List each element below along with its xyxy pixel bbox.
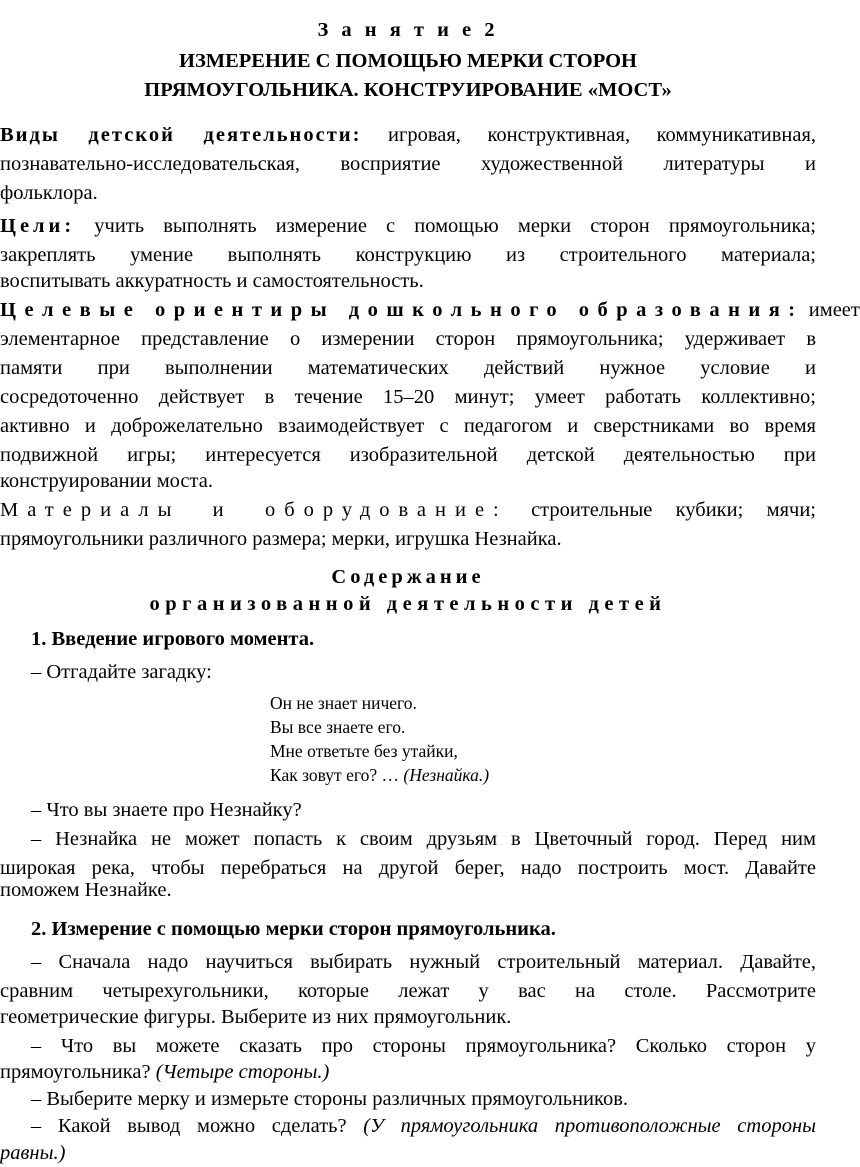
activities-text-1: игровая, конструктивная, коммуникативная, (387, 124, 817, 146)
activities-line1 (0, 122, 816, 148)
targets-line7: конструировании моста. (0, 470, 213, 492)
section1-heading: 1. Введение игрового момента. (31, 628, 315, 650)
activities-line3: фольклора. (0, 182, 98, 204)
s2-p2-text: прямоугольника? (0, 1061, 151, 1083)
lesson-title-line2: ПРЯМОУГОЛЬНИКА. КОНСТРУИРОВАНИЕ «МОСТ» (144, 79, 672, 101)
lesson-number: З а н я т и е 2 (317, 19, 499, 41)
neznayka-question: – Что вы знаете про Незнайку? (31, 799, 302, 821)
s2-p4-line2: равны.) (0, 1142, 66, 1164)
s2-p4-answer: (У прямоугольника противоположные стороны (363, 1115, 817, 1137)
targets-text-1: имеет (808, 299, 860, 321)
targets-label: Целевые ориентиры дошкольного образования: (0, 299, 804, 321)
s2-p4-line1 (31, 1113, 816, 1139)
lesson-title-line1: ИЗМЕРЕНИЕ С ПОМОЩЬЮ МЕРКИ СТОРОН (179, 50, 637, 72)
content-heading-line2: организованной деятельности детей (149, 593, 667, 615)
goals-label: Цели: (0, 215, 76, 237)
riddle-prompt: – Отгадайте загадку: (31, 661, 212, 683)
activities-label: Виды детской деятельности: (0, 124, 362, 146)
materials-label: Материалы и оборудование: (0, 499, 508, 521)
goals-line1 (0, 213, 816, 239)
poem-answer: (Незнайка.) (403, 765, 490, 785)
poem-line-2: Вы все знаете его. (270, 717, 406, 737)
poem-line-4-text: Как зовут его? … (270, 765, 399, 785)
goals-line2: закреплять умение выполнять конструкцию из строительного материала; (0, 244, 816, 266)
targets-line3: памяти при выполнении математических действий нужное условие и (0, 357, 816, 379)
materials-text-1: строительные кубики; мячи; (531, 499, 816, 521)
targets-line6: подвижной игры; интересуется изобразительной детской деятельностью при (0, 444, 816, 466)
activities-line2: познавательно-исследовательская, восприятие художественной литературы и (0, 153, 816, 175)
s2-p1-line3: геометрические фигуры. Выберите из них прямоугольник. (0, 1006, 512, 1028)
targets-line5: активно и доброжелательно взаимодействует с педагогом и сверстниками во время (0, 415, 816, 437)
materials-line2: прямоугольники различного размера; мерки, игрушка Незнайка. (0, 528, 562, 550)
s2-p2-answer: (Четыре стороны.) (155, 1061, 330, 1083)
poem-line-3: Мне ответьте без утайки, (270, 741, 458, 761)
targets-line2: элементарное представление о измерении сторон прямоугольника; удерживает в (0, 328, 816, 350)
s2-p4-text: – Какой вывод можно сделать? (31, 1115, 347, 1137)
targets-line4: сосредоточенно действует в течение 15–20 минут; умеет работать коллективно; (0, 386, 816, 408)
story-line1: – Незнайка не может попасть к своим друзьям в Цветочный город. Перед ним (31, 828, 816, 850)
goals-line3: воспитывать аккуратность и самостоятельность. (0, 270, 424, 292)
materials-line1 (0, 497, 816, 523)
story-line3: поможем Незнайке. (0, 879, 172, 901)
poem-line-1: Он не знает ничего. (270, 693, 417, 713)
content-heading-line1: Содержание (331, 566, 485, 588)
goals-text-1: учить выполнять измерение с помощью мерки сторон прямоугольника; (94, 215, 816, 237)
story-line2: широкая река, чтобы перебраться на другой берег, надо построить мост. Давайте (0, 857, 816, 879)
section2-heading: 2. Измерение с помощью мерки сторон прямоугольника. (31, 918, 556, 940)
targets-line1 (0, 297, 860, 323)
s2-p1-line2: сравним четырехугольники, которые лежат у вас на столе. Рассмотрите (0, 980, 816, 1002)
s2-p2-line2 (0, 1059, 329, 1085)
s2-p2-line1: – Что вы можете сказать про стороны прямоугольника? Сколько сторон у (31, 1035, 816, 1057)
poem-line-4 (270, 764, 489, 786)
s2-p1-line1: – Сначала надо научиться выбирать нужный строительный материал. Давайте, (31, 951, 816, 973)
s2-p3: – Выберите мерку и измерьте стороны различных прямоугольников. (31, 1088, 628, 1110)
